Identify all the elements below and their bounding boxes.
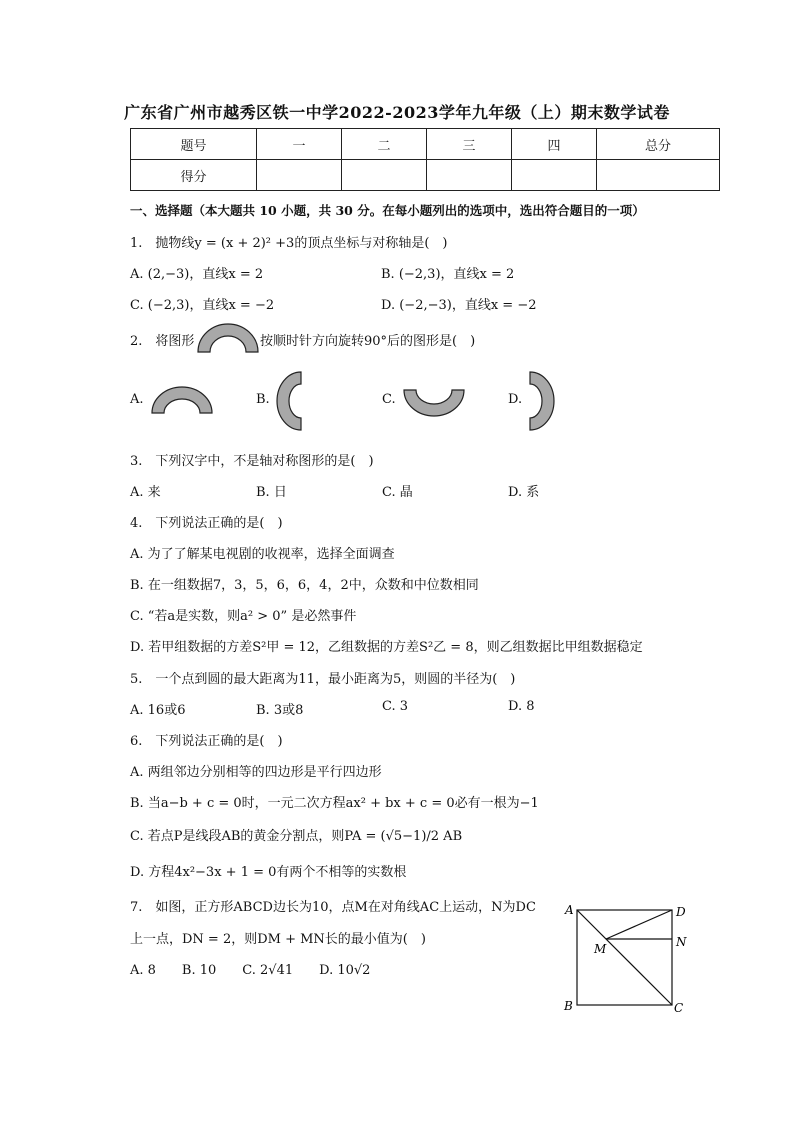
score-table [130,128,720,191]
question-7-stem-line2: 上一点，DN = 2，则DM + MN长的最小值为( ) [130,932,426,947]
score-table-header-row [131,129,720,160]
question-3-option-b[interactable]: B. 日 [256,485,287,500]
question-1-option-d[interactable]: D. (−2,−3)，直线x = −2 [381,298,537,313]
question-2-option-a[interactable]: A. [130,392,144,407]
score-cell[interactable] [512,160,597,191]
question-1-option-c[interactable]: C. (−2,3)，直线x = −2 [130,298,275,313]
diagonal-ac [577,910,672,1005]
score-header-cell: 二 [342,129,427,160]
segment-md [606,910,672,939]
score-cell[interactable] [597,160,720,191]
score-header-cell: 一 [257,129,342,160]
question-3-option-d[interactable]: D. 系 [508,485,540,500]
exam-title: 广东省广州市越秀区铁一中学2022-2023学年九年级（上）期末数学试卷 [124,103,670,122]
question-4-stem: 4. 下列说法正确的是( ) [130,516,283,531]
arch-shape-figure [196,322,260,356]
question-5-option-d[interactable]: D. 8 [508,699,535,714]
question-4-option-d[interactable]: D. 若甲组数据的方差S²甲 = 12，乙组数据的方差S²乙 = 8，则乙组数据比甲组数据稳定 [130,640,643,655]
score-header-cell: 四 [512,129,597,160]
question-6-option-c[interactable]: C. 若点P是线段AB的黄金分割点，则PA = (√5−1)/2 AB [130,829,463,844]
label-c: C [674,1001,684,1015]
label-a: A [565,903,574,917]
question-6-option-b[interactable]: B. 当a−b + c = 0时，一元二次方程ax² + bx + c = 0必有一根为−1 [130,796,539,811]
score-cell[interactable] [342,160,427,191]
question-7-options[interactable]: A. 8 B. 10 C. 2√41 D. 10√2 [130,963,371,978]
score-header-cell: 总分 [597,129,720,160]
option-d-arch-right-figure [528,370,556,432]
score-cell[interactable] [427,160,512,191]
option-a-arch-up-figure [150,385,214,417]
question-3-stem: 3. 下列汉字中，不是轴对称图形的是( ) [130,454,374,469]
question-2-option-d[interactable]: D. [508,392,523,407]
label-d: D [676,905,686,919]
square-abcd-figure [560,900,690,1015]
question-6-option-d[interactable]: D. 方程4x²−3x + 1 = 0有两个不相等的实数根 [130,865,407,880]
question-4-option-c[interactable]: C. “若a是实数，则a² > 0” 是必然事件 [130,609,357,624]
question-2-option-b[interactable]: B. [256,392,270,407]
question-4-option-b[interactable]: B. 在一组数据7，3，5，6，6，4，2中，众数和中位数相同 [130,578,479,593]
question-4-option-a[interactable]: A. 为了了解某电视剧的收视率，选择全面调查 [130,547,395,562]
question-1-stem: 1. 抛物线y = (x + 2)² +3的顶点坐标与对称轴是( ) [130,236,448,251]
question-3-option-a[interactable]: A. 来 [130,485,161,500]
question-6-stem: 6. 下列说法正确的是( ) [130,734,283,749]
question-2-option-c[interactable]: C. [382,392,396,407]
question-5-option-b[interactable]: B. 3或8 [256,703,304,718]
question-1-option-a[interactable]: A. (2,−3)，直线x = 2 [130,267,264,282]
score-cell[interactable] [257,160,342,191]
question-1-option-b[interactable]: B. (−2,3)，直线x = 2 [381,267,515,282]
score-header-cell: 三 [427,129,512,160]
label-m: M [594,942,607,956]
question-2-stem-start: 2. 将图形 [130,334,195,349]
score-table-score-row [131,160,720,191]
question-5-option-c[interactable]: C. 3 [382,699,409,714]
option-b-arch-left-figure [277,370,305,432]
label-n: N [676,935,687,949]
question-2-stem-end: 按顺时针方向旋转90°后的图形是( ) [260,334,476,349]
label-b: B [564,999,573,1013]
question-7-stem-line1: 7. 如图，正方形ABCD边长为10，点M在对角线AC上运动，N为DC [130,900,536,915]
question-6-option-a[interactable]: A. 两组邻边分别相等的四边形是平行四边形 [130,765,382,780]
question-3-option-c[interactable]: C. 晶 [382,485,413,500]
question-5-option-a[interactable]: A. 16或6 [130,703,186,718]
question-5-stem: 5. 一个点到圆的最大距离为11，最小距离为5，则圆的半径为( ) [130,672,516,687]
option-c-arch-down-figure [402,388,466,418]
score-header-cell: 题号 [131,129,257,160]
section-heading: 一、选择题（本大题共 10 小题，共 30 分。在每小题列出的选项中，选出符合题目的一项） [130,203,645,218]
score-row-label: 得分 [131,160,257,191]
